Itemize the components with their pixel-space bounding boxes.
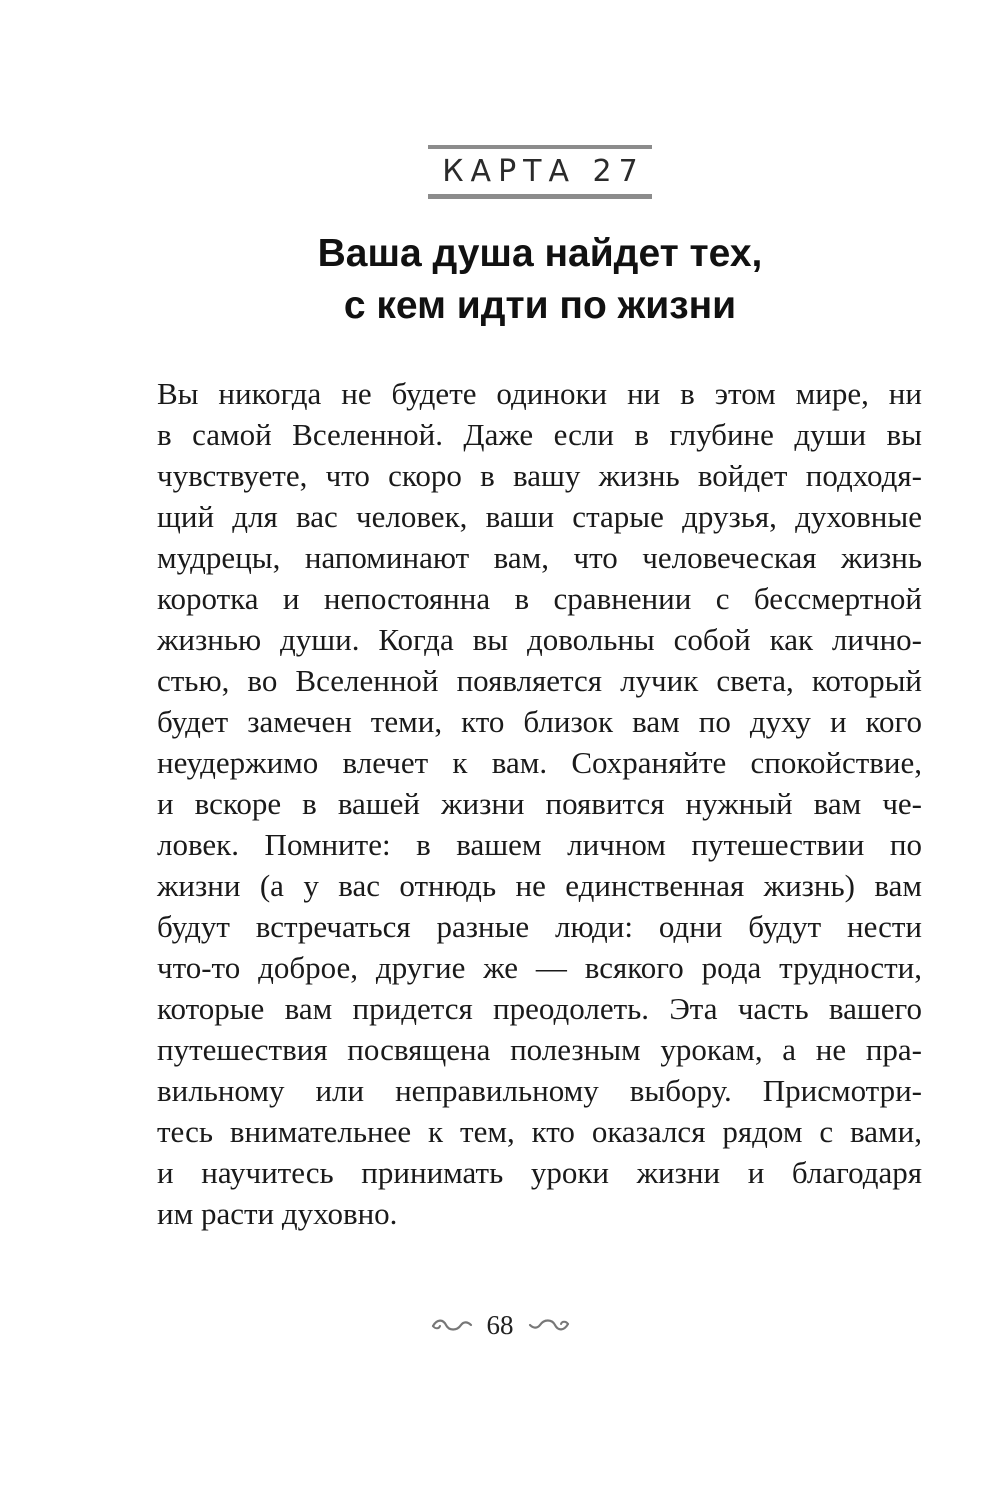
body-line: и вскоре в вашей жизни появится нужный вам че- (157, 786, 922, 821)
body-line: путешествия посвящена полезным урокам, а не пра- (157, 1032, 922, 1067)
page-number: 68 (486, 1309, 514, 1340)
body-line: щий для вас человек, ваши старые друзья, духовные (157, 499, 922, 534)
body-line: будут встречаться разные люди: одни будут нести (157, 909, 922, 944)
page-footer (0, 1305, 1000, 1345)
body-line: мудрецы, напоминают вам, что человеческая жизнь (157, 540, 922, 575)
card-title-line-2: с кем идти по жизни (343, 284, 737, 327)
left-swash-ornament-icon (431, 1317, 473, 1333)
card-label: КАРТА 27 (442, 154, 645, 189)
body-line: вильному или неправильному выбору. Присмотри- (157, 1073, 922, 1108)
body-line: которые вам придется преодолеть. Эта часть вашего (157, 991, 922, 1026)
right-swash-ornament-icon (528, 1317, 570, 1333)
body-line: что-то доброе, другие же — всякого рода трудности, (157, 950, 922, 985)
body-line: будет замечен теми, кто близок вам по духу и кого (157, 704, 922, 739)
body-line: ловек. Помните: в вашем личном путешествии по (157, 827, 922, 862)
card-label-bottom-rule (428, 194, 652, 199)
body-line: жизнью души. Когда вы довольны собой как лично- (157, 622, 922, 657)
body-line: Вы никогда не будете одиноки ни в этом мире, ни (157, 376, 922, 411)
body-line: стью, во Вселенной появляется лучик света, который (157, 663, 922, 698)
body-text (157, 373, 922, 1234)
body-line: чувствуете, что скоро в вашу жизнь войдет подходя- (157, 458, 922, 493)
body-line: в самой Вселенной. Даже если в глубине души вы (157, 417, 922, 452)
body-line: им расти духовно. (157, 1196, 398, 1231)
card-title-line-1: Ваша душа найдет тех, (317, 232, 763, 275)
card-title (100, 228, 980, 332)
body-line: неудержимо влечет к вам. Сохраняйте спокойствие, (157, 745, 922, 780)
card-label-top-rule (428, 145, 652, 149)
body-line: коротка и непостоянна в сравнении с бессмертной (157, 581, 922, 616)
body-line: и научитесь принимать уроки жизни и благодаря (157, 1155, 922, 1190)
body-line: жизни (а у вас отнюдь не единственная жизнь) вам (157, 868, 922, 903)
body-line: тесь внимательнее к тем, кто оказался рядом с вами, (157, 1114, 922, 1149)
